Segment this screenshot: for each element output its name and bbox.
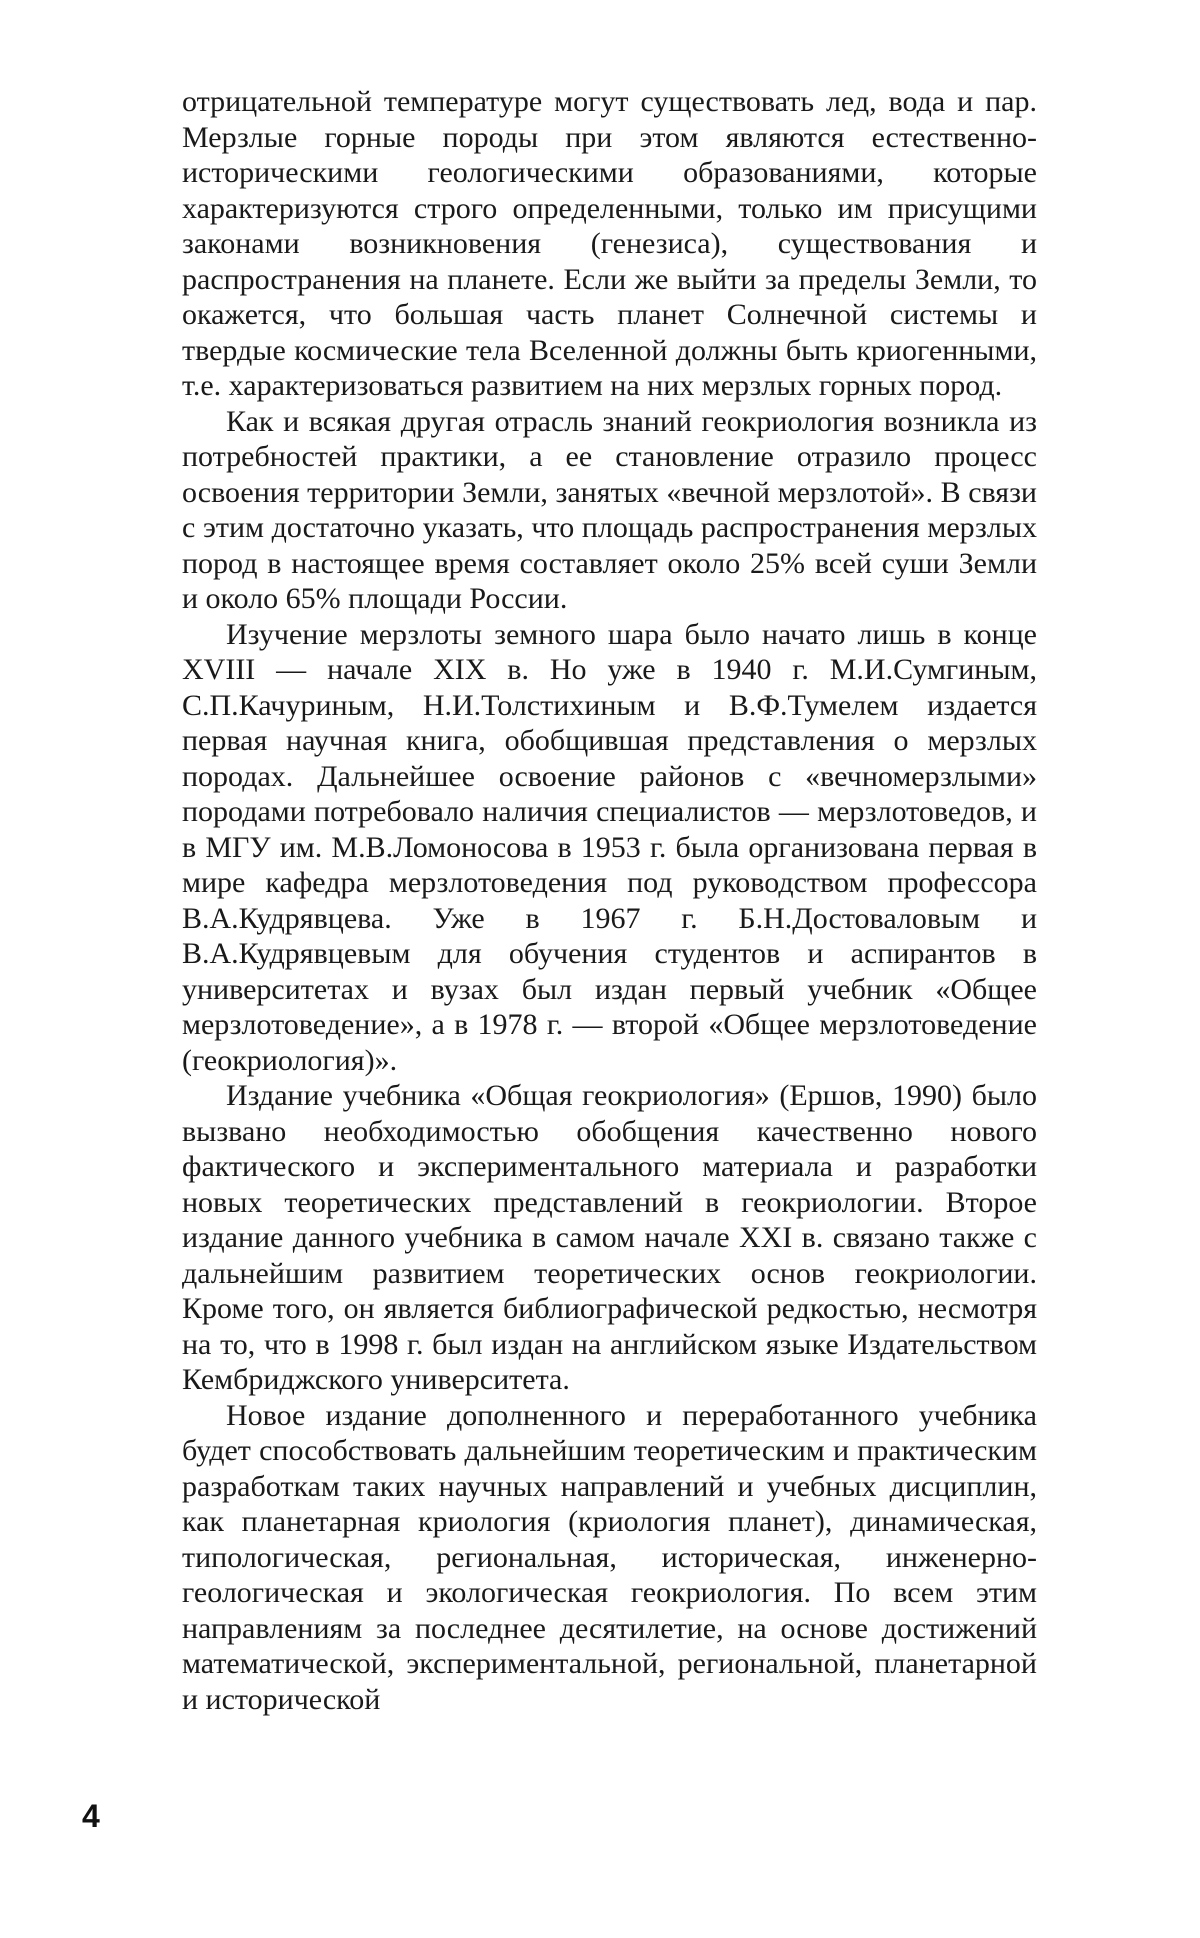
body-text — [182, 84, 1037, 1717]
paragraph-new-edition: Новое издание дополненного и переработанного учебника будет способствовать дальнейшим теоретическим и практическим разработкам таких научных направлений и учебных дисциплин, как планетарная криология (криология планет), динамическая, типологическая, региональная, историческая, инженерно-геологическая и экологическая геокриология. По всем этим направлениям за последнее десятилетие, на основе достижений математической, экспериментальной, региональной, планетарной и исторической — [182, 1398, 1037, 1716]
page-number: 4 — [82, 1798, 100, 1834]
paragraph-permafrost-study-history: Изучение мерзлоты земного шара было начато лишь в конце XVIII — начале XIX в. Но уже в 1940 г. М.И.Сумгиным, С.П.Качуриным, Н.И.Толстихиным и В.Ф.Тумелем издается первая научная книга, обобщившая представления о мерзлых породах. Дальнейшее освоение районов с «вечномерзлыми» породами потребовало наличия специалистов — мерзлотоведов, и в МГУ им. М.В.Ломоносова в 1953 г. была организована первая в мире кафедра мерзлотоведения под руководством профессора В.А.Кудрявцева. Уже в 1967 г. Б.Н.Достоваловым и В.А.Кудрявцевым для обучения студентов и аспирантов в университетах и вузах был издан первый учебник «Общее мерзлотоведение», а в 1978 г. — второй «Общее мерзлотоведение (геокриология)». — [182, 617, 1037, 1077]
paragraph-geocryology-origin: Как и всякая другая отрасль знаний геокриология возникла из потребностей практики, а ее становление отразило процесс освоения территории Земли, занятых «вечной мерзлотой». В связи с этим достаточно указать, что площадь распространения мерзлых пород в настоящее время составляет около 25% всей суши Земли и около 65% площади России. — [182, 404, 1037, 615]
paragraph-textbook-edition: Издание учебника «Общая геокриология» (Ершов, 1990) было вызвано необходимостью обобщения качественно нового фактического и экспериментального материала и разработки новых теоретических представлений в геокриологии. Второе издание данного учебника в самом начале XXI в. связано также с дальнейшим развитием теоретических основ геокриологии. Кроме того, он является библиографической редкостью, несмотря на то, что в 1998 г. был издан на английском языке Издательством Кембриджского университета. — [182, 1079, 1037, 1396]
paragraph-continued: отрицательной температуре могут существовать лед, вода и пар. Мерзлые горные породы при этом являются естественно-историческими геологическими образованиями, которые характеризуются строго определенными, только им присущими законами возникновения (генезиса), существования и распространения на планете. Если же выйти за пределы Земли, то окажется, что большая часть планет Солнечной системы и твердые космические тела Вселенной должны быть криогенными, т.е. характеризоваться развитием на них мерзлых горных пород. — [182, 85, 1037, 402]
